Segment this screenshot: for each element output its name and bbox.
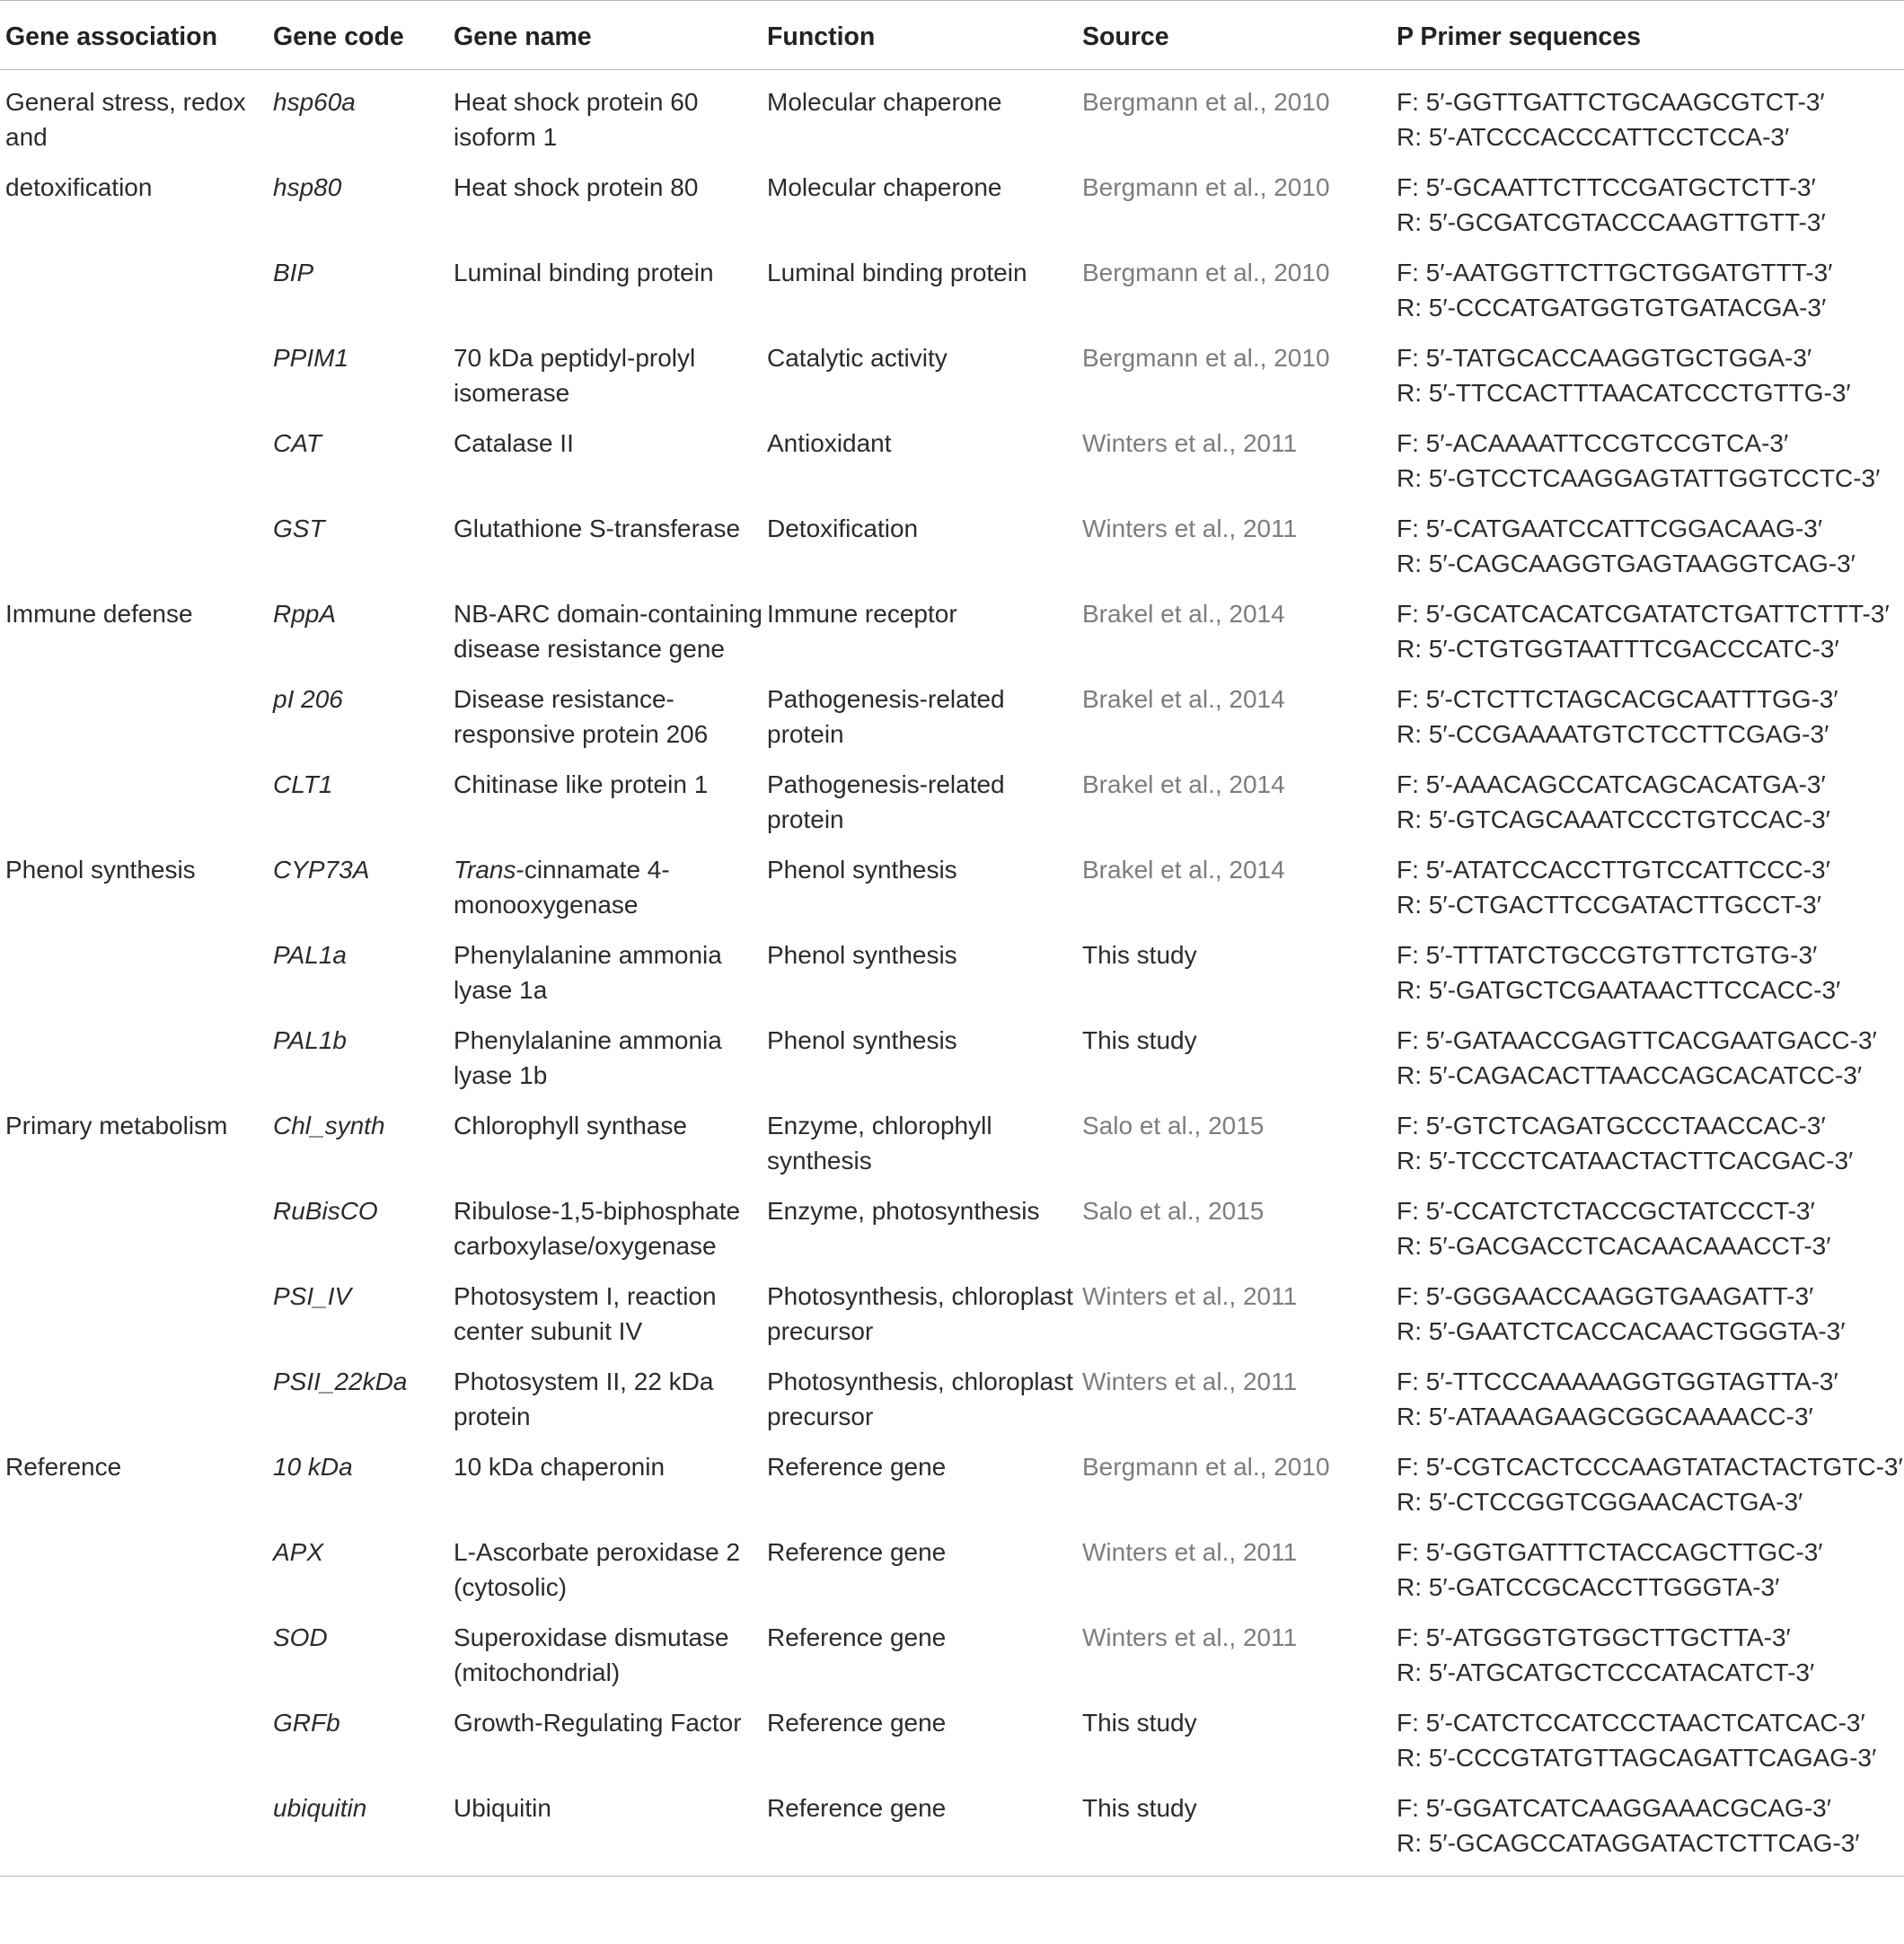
gene-name-cell: Heat shock protein 60 isoform 1 [454,88,699,151]
gene-code-cell: BIP [273,259,314,286]
function-cell: Molecular chaperone [767,173,1002,201]
forward-primer: F: 5′-GGTTGATTCTGCAAGCGTCT-3′ [1397,88,1825,116]
forward-primer: F: 5′-AAACAGCCATCAGCACATGA-3′ [1397,770,1826,798]
primer-cell [1397,1100,1904,1185]
header-gene-association: Gene association [0,1,273,70]
reverse-primer: R: 5′-GCGATCGTACCCAAGTTGTT-3′ [1397,208,1826,236]
table-row [0,1612,1904,1697]
gene-association-cell: Reference [5,1453,122,1481]
table-row [0,1441,1904,1526]
reverse-primer: R: 5′-CTCCGGTCGGAACACTGA-3′ [1397,1488,1803,1516]
forward-primer: F: 5′-GGATCATCAAGGAAACGCAG-3′ [1397,1794,1831,1822]
function-cell: Luminal binding protein [767,259,1027,286]
table-row [0,70,1904,163]
source-cell: Bergmann et al., 2010 [1082,259,1330,286]
forward-primer: F: 5′-GGTGATTTCTACCAGCTTGC-3′ [1397,1538,1823,1566]
source-cell: Winters et al., 2011 [1082,1282,1298,1310]
reverse-primer: R: 5′-ATGCATGCTCCCATACATCT-3′ [1397,1658,1815,1686]
gene-name-cell: Photosystem I, reaction center subunit IV [454,1282,717,1345]
source-cell: Winters et al., 2011 [1082,515,1298,542]
gene-code-cell: 10 kDa [273,1453,353,1481]
forward-primer: F: 5′-TATGCACCAAGGTGCTGGA-3′ [1397,344,1812,372]
forward-primer: F: 5′-CTCTTCTAGCACGCAATTTGG-3′ [1397,685,1838,713]
gene-name-cell: Growth-Regulating Factor [454,1709,742,1737]
source-cell: Winters et al., 2011 [1082,1623,1298,1651]
gene-association-cell [0,1612,273,1697]
reverse-primer: R: 5′-GTCAGCAAATCCCTGTCCAC-3′ [1397,805,1830,833]
gene-name-cell: L-Ascorbate peroxidase 2 (cytosolic) [454,1538,741,1601]
gene-name-cell: 70 kDa peptidyl-prolyl isomerase [454,344,696,407]
source-cell: Salo et al., 2015 [1082,1112,1265,1139]
gene-name-cell: Ubiquitin [454,1782,767,1877]
function-cell: Detoxification [767,515,919,542]
gene-name-cell: Luminal binding protein [454,259,714,286]
function-cell: Reference gene [767,1782,1082,1877]
header-source: Source [1082,1,1397,70]
table-row [0,844,1904,929]
gene-name-cell: Heat shock protein 80 [454,173,699,201]
function-cell: Photosynthesis, chloroplast precursor [767,1282,1073,1345]
function-cell: Enzyme, photosynthesis [767,1197,1040,1225]
function-cell: Phenol synthesis [767,941,957,969]
table-row [0,1526,1904,1612]
gene-name-italic-part: Trans [454,856,516,884]
table-row [0,418,1904,503]
source-cell: Bergmann et al., 2010 [1082,173,1330,201]
primer-cell [1397,1271,1904,1356]
source-cell: Winters et al., 2011 [1082,429,1298,457]
forward-primer: F: 5′-ACAAAATTCCGTCCGTCA-3′ [1397,429,1789,457]
header-gene-code: Gene code [273,1,454,70]
table-row [0,332,1904,418]
gene-association-cell [0,1185,273,1271]
table-row [0,1271,1904,1356]
forward-primer: F: 5′-ATGGGTGTGGCTTGCTTA-3′ [1397,1623,1791,1651]
gene-code-cell: PAL1a [273,941,347,969]
forward-primer: F: 5′-ATATCCACCTTGTCCATTCCC-3′ [1397,856,1830,884]
gene-association-cell: Immune defense [5,600,193,628]
gene-association-cell: General stress, redox and [5,88,246,151]
gene-code-cell: CLT1 [273,770,333,798]
primer-cell [1397,1356,1904,1441]
gene-association-cell: Primary metabolism [5,1112,228,1139]
primer-cell [1397,1782,1904,1877]
source-cell: This study [1082,1709,1197,1737]
forward-primer: F: 5′-GATAACCGAGTTCACGAATGACC-3′ [1397,1026,1877,1054]
primer-cell [1397,332,1904,418]
gene-association-cell [0,332,273,418]
gene-code-cell: GST [273,515,325,542]
gene-association-cell: detoxification [5,173,153,201]
source-cell: This study [1082,941,1197,969]
primer-cell [1397,759,1904,844]
function-cell: Reference gene [767,1453,947,1481]
gene-name-cell [454,844,767,929]
primer-cell [1397,929,1904,1015]
function-cell: Phenol synthesis [767,856,957,884]
gene-association-cell [0,1782,273,1877]
table-row [0,162,1904,247]
reverse-primer: R: 5′-ATCCCACCCATTCCTCCA-3′ [1397,123,1790,151]
reverse-primer: R: 5′-TTCCACTTTAACATCCCTGTTG-3′ [1397,379,1851,407]
primer-cell [1397,673,1904,759]
gene-name-cell: Glutathione S-transferase [454,515,741,542]
function-cell: Pathogenesis-related protein [767,770,1005,833]
primer-cell [1397,1185,1904,1271]
gene-code-cell: PAL1b [273,1026,347,1054]
primer-cell [1397,1612,1904,1697]
primer-cell [1397,162,1904,247]
reverse-primer: R: 5′-GAATCTCACCACAACTGGGTA-3′ [1397,1317,1846,1345]
header-function: Function [767,1,1082,70]
gene-code-cell: Chl_synth [273,1112,385,1139]
function-cell: Antioxidant [767,429,892,457]
forward-primer: F: 5′-CCATCTCTACCGCTATCCCT-3′ [1397,1197,1815,1225]
reverse-primer: R: 5′-CCGAAAATGTCTCCTTCGAG-3′ [1397,720,1829,748]
function-cell: Immune receptor [767,600,957,628]
gene-code-cell: SOD [273,1623,328,1651]
gene-code-cell: APX [273,1538,324,1566]
source-cell: Brakel et al., 2014 [1082,685,1285,713]
reverse-primer: R: 5′-TCCCTCATAACTACTTCACGAC-3′ [1397,1147,1854,1174]
gene-name-cell: Ribulose-1,5-biphosphate carboxylase/oxygenase [454,1197,741,1260]
table-row [0,929,1904,1015]
reverse-primer: R: 5′-CTGACTTCCGATACTTGCCT-3′ [1397,891,1822,919]
gene-association-cell [0,1271,273,1356]
source-cell: Bergmann et al., 2010 [1082,88,1330,116]
table-row [0,1100,1904,1185]
primer-cell [1397,1441,1904,1526]
gene-name-cell: 10 kDa chaperonin [454,1453,666,1481]
primer-cell [1397,1526,1904,1612]
forward-primer: F: 5′-GGGAACCAAGGTGAAGATT-3′ [1397,1282,1814,1310]
header-gene-name: Gene name [454,1,767,70]
source-cell: This study [1082,1782,1397,1877]
function-cell: Photosynthesis, chloroplast precursor [767,1368,1073,1430]
primer-cell [1397,588,1904,673]
reverse-primer: R: 5′-CAGACACTTAACCAGCACATCC-3′ [1397,1061,1863,1089]
forward-primer: F: 5′-TTCCCAAAAAGGTGGTAGTTA-3′ [1397,1368,1838,1395]
gene-name-cell: Superoxidase dismutase (mitochondrial) [454,1623,729,1686]
gene-code-cell: CAT [273,429,322,457]
forward-primer: F: 5′-CATCTCCATCCCTAACTCATCAC-3′ [1397,1709,1865,1737]
gene-association-cell [0,1356,273,1441]
gene-association-cell [0,247,273,332]
function-cell: Catalytic activity [767,344,948,372]
function-cell: Reference gene [767,1623,947,1651]
forward-primer: F: 5′-GCATCACATCGATATCTGATTCTTT-3′ [1397,600,1890,628]
function-cell: Reference gene [767,1538,947,1566]
table-row [0,1356,1904,1441]
table-row [0,1015,1904,1100]
reverse-primer: R: 5′-GACGACCTCACAACAAACCT-3′ [1397,1232,1831,1260]
gene-name-cell: Phenylalanine ammonia lyase 1a [454,941,722,1004]
gene-code-cell: PSI_IV [273,1282,352,1310]
table-row [0,247,1904,332]
source-cell: Brakel et al., 2014 [1082,856,1285,884]
reverse-primer: R: 5′-ATAAAGAAGCGGCAAAACC-3′ [1397,1403,1813,1430]
reverse-primer: R: 5′-GTCCTCAAGGAGTATTGGTCCTC-3′ [1397,464,1881,492]
forward-primer: F: 5′-AATGGTTCTTGCTGGATGTTT-3′ [1397,259,1833,286]
table-row [0,503,1904,588]
gene-name-cell: Chitinase like protein 1 [454,770,709,798]
gene-association-cell [0,1015,273,1100]
gene-code-cell: RppA [273,600,337,628]
gene-name-cell: Photosystem II, 22 kDa protein [454,1368,714,1430]
gene-code-cell: PPIM1 [273,344,349,372]
source-cell: Bergmann et al., 2010 [1082,1453,1330,1481]
table-row [0,759,1904,844]
table-row [0,1185,1904,1271]
reverse-primer: R: 5′-GCAGCCATAGGATACTCTTCAG-3′ [1397,1829,1860,1857]
reverse-primer: R: 5′-CCCGTATGTTAGCAGATTCAGAG-3′ [1397,1744,1877,1772]
gene-name-rest: -cinnamate 4-monooxygenase [454,856,670,919]
gene-association-cell [0,1697,273,1782]
table-row [0,1697,1904,1782]
source-cell: Brakel et al., 2014 [1082,770,1285,798]
primer-cell [1397,1697,1904,1782]
forward-primer: F: 5′-CATGAATCCATTCGGACAAG-3′ [1397,515,1823,542]
gene-association-cell [0,1526,273,1612]
table-row [0,588,1904,673]
forward-primer: F: 5′-GTCTCAGATGCCCTAACCAC-3′ [1397,1112,1826,1139]
gene-name-cell: Chlorophyll synthase [454,1112,687,1139]
function-cell: Reference gene [767,1709,947,1737]
reverse-primer: R: 5′-GATCCGCACCTTGGGTA-3′ [1397,1573,1780,1601]
source-cell: Bergmann et al., 2010 [1082,344,1330,372]
gene-code-cell: CYP73A [273,856,370,884]
gene-code-cell: hsp80 [273,173,342,201]
table-row [0,1782,1904,1877]
gene-code-cell: pI 206 [273,685,343,713]
gene-association-cell [0,673,273,759]
gene-association-cell [0,418,273,503]
gene-code-cell: GRFb [273,1709,340,1737]
gene-name-cell: Disease resistance-responsive protein 206 [454,685,709,748]
primer-cell [1397,418,1904,503]
forward-primer: F: 5′-GCAATTCTTCCGATGCTCTT-3′ [1397,173,1816,201]
gene-name-cell: Phenylalanine ammonia lyase 1b [454,1026,722,1089]
gene-name-cell: Catalase II [454,429,574,457]
table-row [0,673,1904,759]
source-cell: Winters et al., 2011 [1082,1538,1298,1566]
source-cell: Salo et al., 2015 [1082,1197,1265,1225]
reverse-primer: R: 5′-CCCATGATGGTGTGATACGA-3′ [1397,294,1827,321]
gene-name-cell: NB-ARC domain-containing disease resistance gene [454,600,762,663]
gene-association-cell [0,759,273,844]
source-cell: Brakel et al., 2014 [1082,600,1285,628]
gene-association-cell [0,503,273,588]
forward-primer: F: 5′-CGTCACTCCCAAGTATACTACTGTC-3′ [1397,1453,1903,1481]
source-cell: This study [1082,1026,1197,1054]
function-cell: Phenol synthesis [767,1026,957,1054]
reverse-primer: R: 5′-CAGCAAGGTGAGTAAGGTCAG-3′ [1397,550,1856,577]
reverse-primer: R: 5′-GATGCTCGAATAACTTCCACC-3′ [1397,976,1841,1004]
gene-code-cell: PSII_22kDa [273,1368,408,1395]
header-row [0,1,1904,70]
function-cell: Pathogenesis-related protein [767,685,1005,748]
primer-cell [1397,247,1904,332]
reverse-primer: R: 5′-CTGTGGTAATTTCGACCCATC-3′ [1397,635,1839,663]
gene-association-cell [0,929,273,1015]
gene-code-cell: hsp60a [273,88,356,116]
header-primer-sequences: P Primer sequences [1397,1,1904,70]
primer-cell [1397,70,1904,163]
forward-primer: F: 5′-TTTATCTGCCGTGTTCTGTG-3′ [1397,941,1818,969]
primer-cell [1397,844,1904,929]
primer-cell [1397,503,1904,588]
function-cell: Enzyme, chlorophyll synthesis [767,1112,992,1174]
primer-cell [1397,1015,1904,1100]
function-cell: Molecular chaperone [767,88,1002,116]
gene-association-cell: Phenol synthesis [5,856,196,884]
source-cell: Winters et al., 2011 [1082,1368,1298,1395]
gene-code-cell: RuBisCO [273,1197,378,1225]
gene-code-cell: ubiquitin [273,1782,454,1877]
